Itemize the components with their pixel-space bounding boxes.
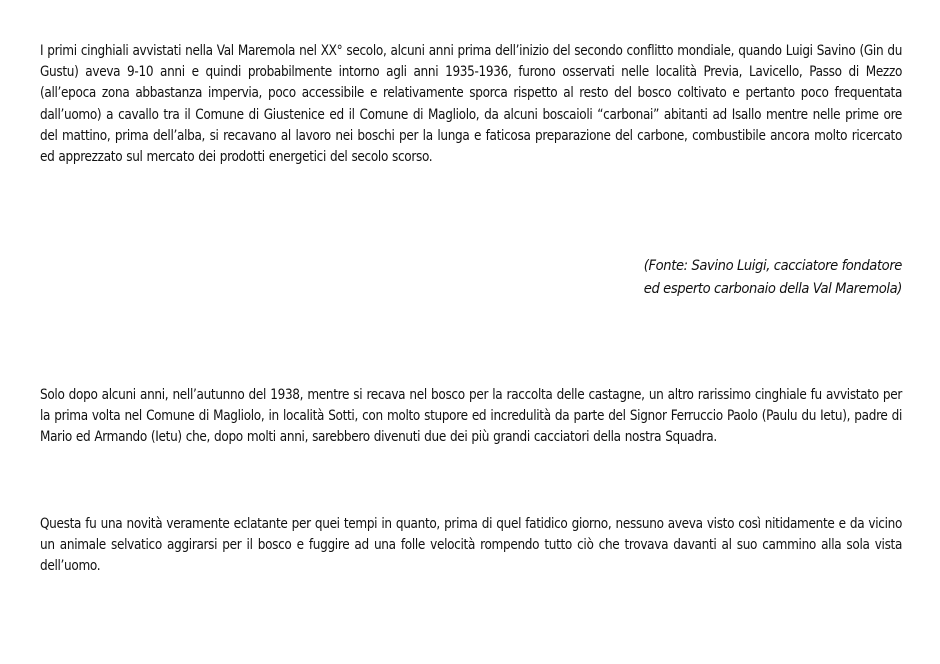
paragraph-1938-sighting: Solo dopo alcuni anni, nell’autunno del 1938, mentre si recava nel bosco per la raccolta delle castagne, un altro rarissimo cinghiale fu avvistato per la prima volta nel Comune di Magliolo, in località Sotti, con molto stupore ed incredulità da parte del Signor Ferruccio Paolo (Paulu du Ietu), padre di Mario ed Armando (Ietu) che, dopo molti anni, sarebbero divenuti due dei più grandi cacciatori della nostra Squadra. (40, 386, 903, 446)
source-citation (644, 254, 902, 300)
source-citation-line-2: ed esperto carbonaio della Val Maremola) (643, 280, 902, 297)
source-citation-line-1: (Fonte: Savino Luigi, cacciatore fondatore (643, 257, 902, 274)
paragraph-first-sightings: I primi cinghiali avvistati nella Val Maremola nel XX° secolo, alcuni anni prima dell’inizio del secondo conflitto mondiale, quando Luigi Savino (Gin du Gustu) aveva 9-10 anni e quindi probabilmente intorno agli anni 1935-1936, furono osservati nelle località Previa, Lavicello, Passo di Mezzo (all’epoca zona abbastanza impervia, poco accessibile e relativamente sporca rispetto al resto del bosco coltivato e pertanto poco frequentata dall’uomo) a cavallo tra il Comune di Giustenice ed il Comune di Magliolo, da alcuni boscaioli “carbonai” abitanti ad Isallo mentre nelle prime ore del mattino, prima dell’alba, si recavano al lavoro nei boschi per la lunga e faticosa preparazione del carbone, combustibile ancora molto ricercato ed apprezzato sul mercato dei prodotti energetici del secolo scorso. (40, 42, 903, 166)
paragraph-novelty: Questa fu una novità veramente eclatante per quei tempi in quanto, prima di quel fatidico giorno, nessuno aveva visto così nitidamente e da vicino un animale selvatico aggirarsi per il bosco e fuggire ad una folle velocità rompendo tutto ciò che trovava davanti al suo cammino alla sola vista dell’uomo. (40, 515, 903, 575)
